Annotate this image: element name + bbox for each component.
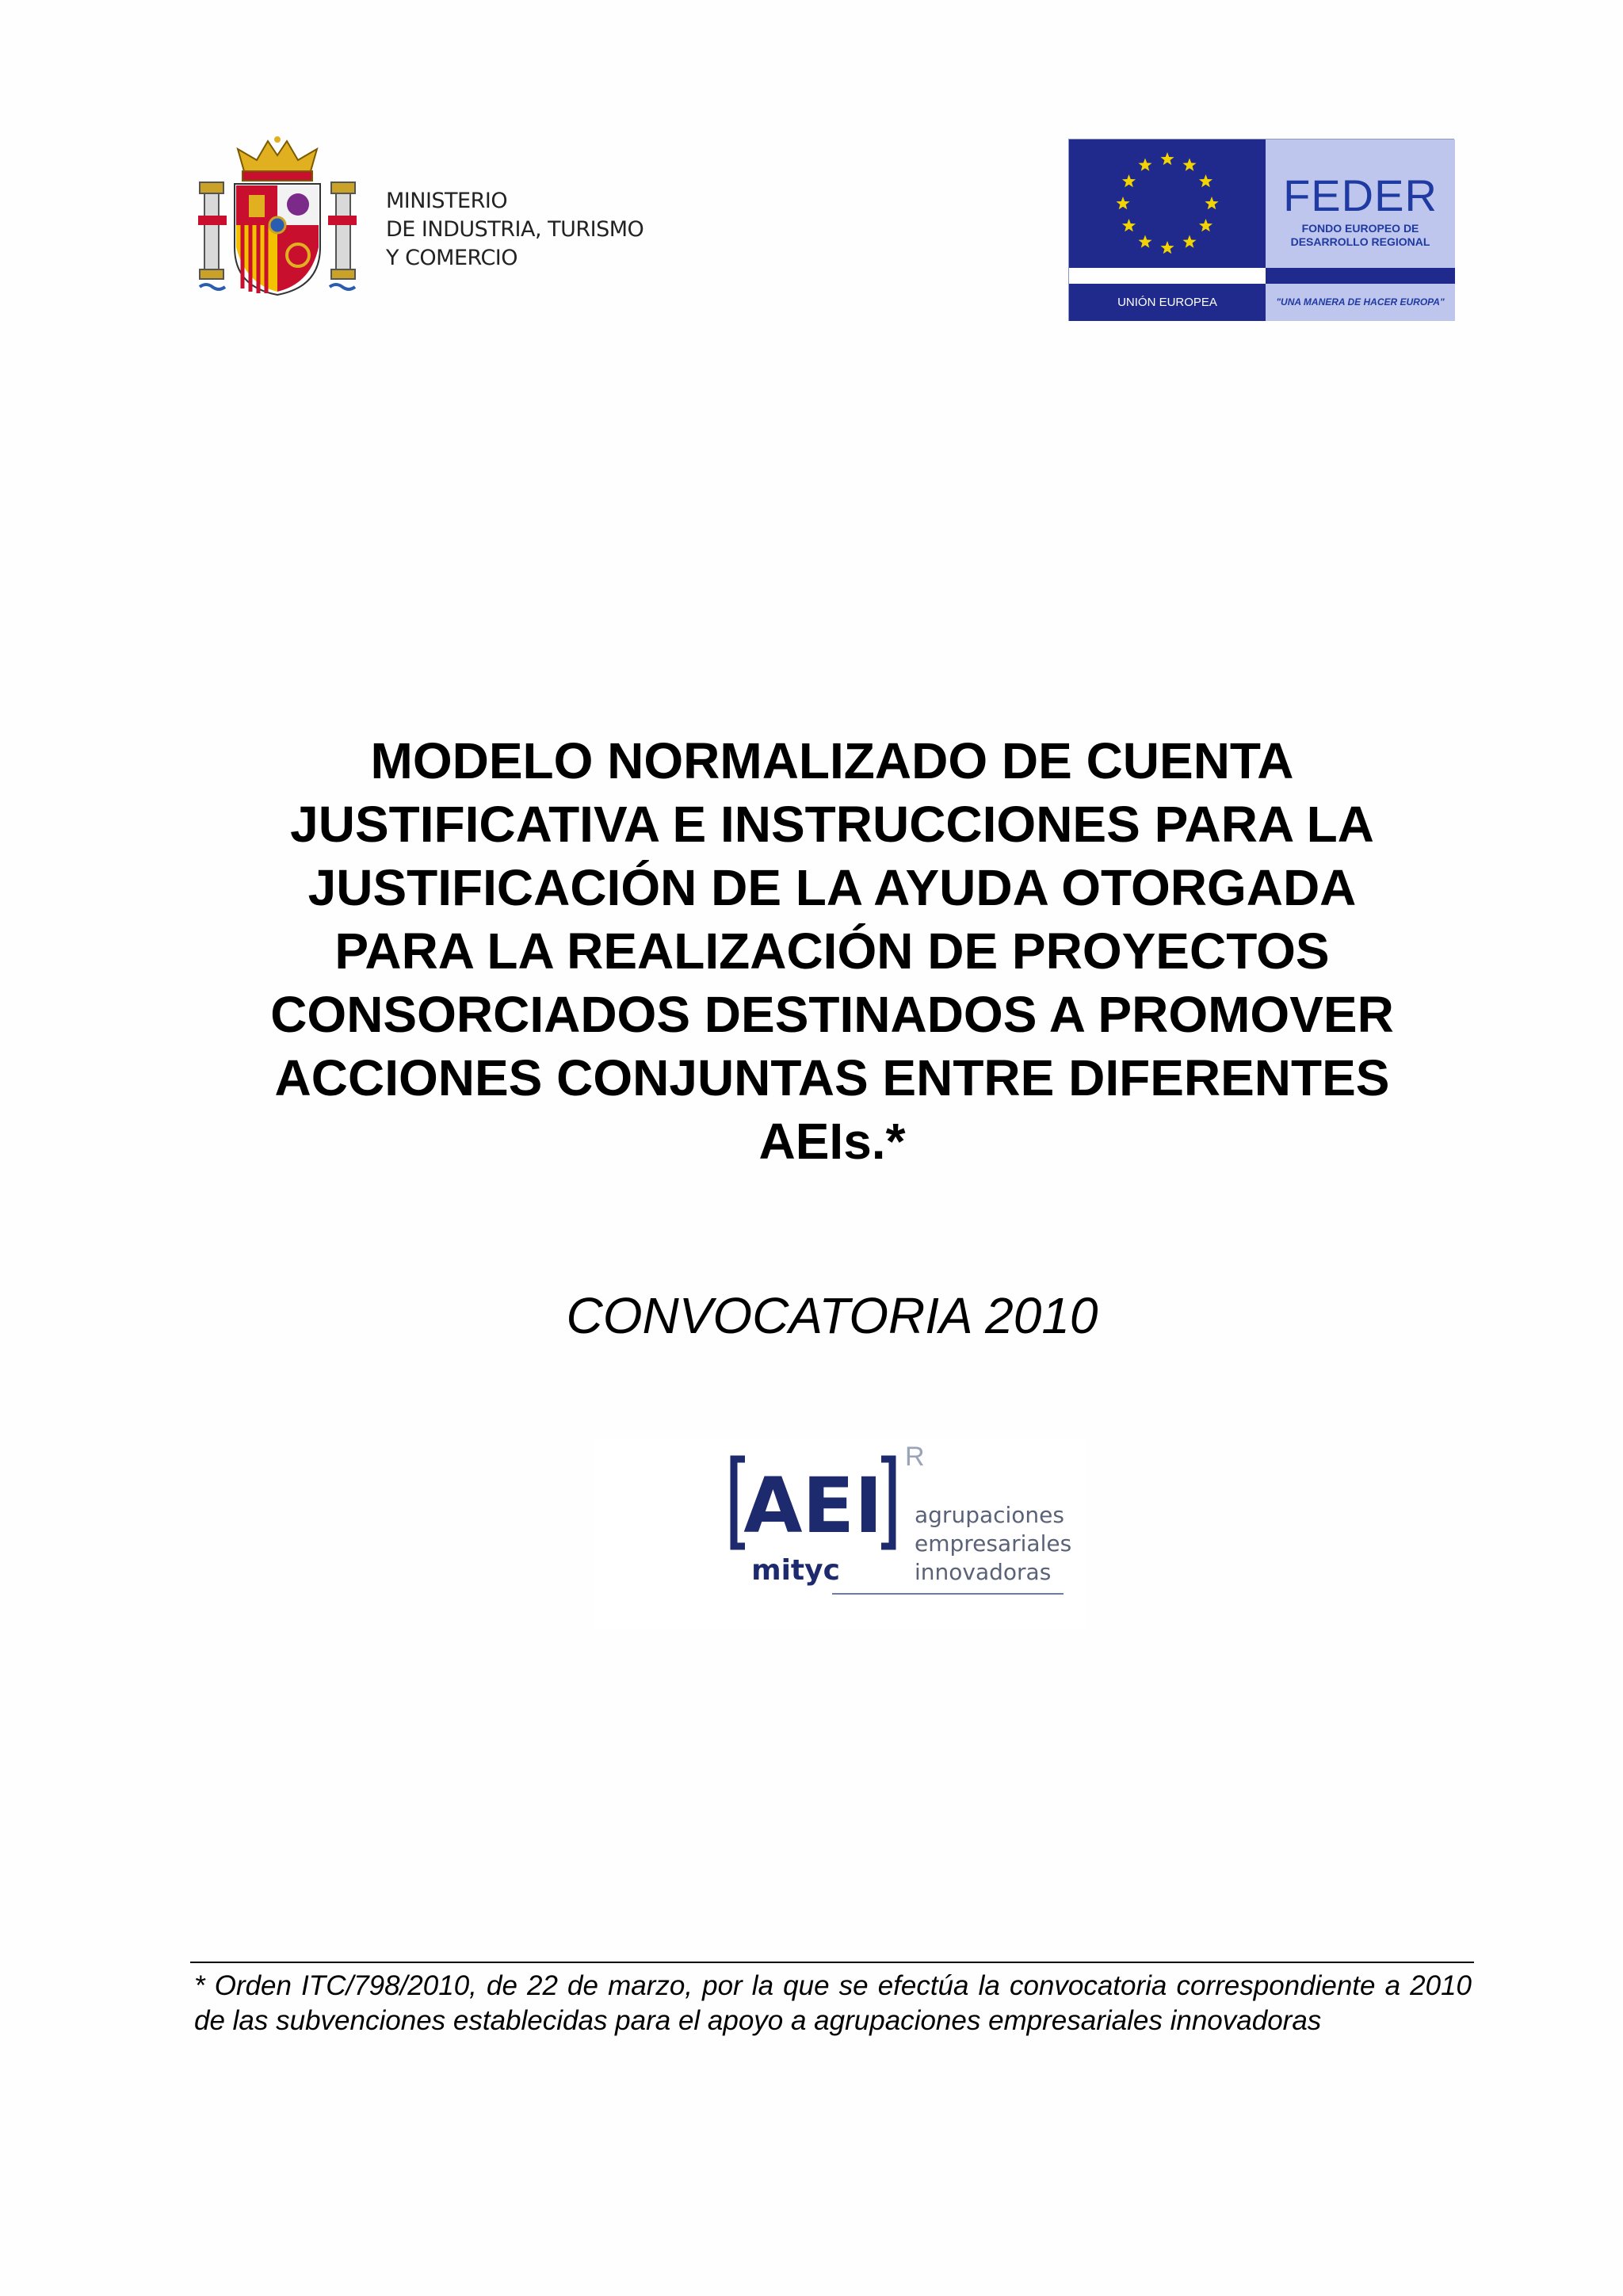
call-year: CONVOCATORIA 2010 xyxy=(566,1287,1098,1344)
title-line-3: JUSTIFICACIÓN DE LA AYUDA OTORGADA xyxy=(307,859,1357,916)
eu-star-icon xyxy=(1160,241,1174,254)
aei-brand: mityc xyxy=(751,1554,840,1587)
title-line-5: CONSORCIADOS DESTINADOS A PROMOVER xyxy=(270,986,1394,1043)
eu-star-icon xyxy=(1122,174,1136,187)
feder-strip-right xyxy=(1266,268,1455,284)
aei-tagline-1: agrupaciones xyxy=(915,1502,1064,1528)
aei-tagline-3: innovadoras xyxy=(915,1559,1052,1585)
eu-star-icon xyxy=(1199,219,1212,231)
spain-coat-of-arms-icon xyxy=(198,136,357,303)
title-line-1: MODELO NORMALIZADO DE CUENTA xyxy=(370,732,1294,789)
eu-star-icon xyxy=(1138,235,1151,248)
document-title xyxy=(206,729,1458,1173)
eu-stars-icon xyxy=(1069,139,1266,268)
aei-right-bracket xyxy=(881,1459,892,1546)
footnote-separator xyxy=(190,1962,1474,1963)
eu-star-icon xyxy=(1182,235,1196,248)
aei-registered-mark: R xyxy=(905,1442,925,1472)
eu-star-icon xyxy=(1182,159,1196,171)
feder-subtitle-line-1: FONDO EUROPEO DE xyxy=(1301,222,1419,235)
title-line-6: ACCIONES CONJUNTAS ENTRE DIFERENTES xyxy=(274,1049,1390,1106)
aei-mark: AEI xyxy=(743,1461,883,1550)
footnote: * Orden ITC/798/2010, de 22 de marzo, por la que se efectúa la convocatoria correspondiente a 2010 de las subvenciones establecidas para el apoyo a agrupaciones empresariales innovadoras xyxy=(194,1970,1472,2036)
feder-motto: "UNA MANERA DE HACER EUROPA" xyxy=(1266,284,1455,321)
title-line-7: AEIs.* xyxy=(758,1113,906,1170)
eu-star-icon xyxy=(1160,152,1174,165)
ministry-name xyxy=(386,187,643,273)
feder-subtitle xyxy=(1266,222,1455,249)
title-line-4: PARA LA REALIZACIÓN DE PROYECTOS xyxy=(334,923,1330,980)
ministry-line-3: Y COMERCIO xyxy=(386,246,518,270)
feder-subtitle-line-2: DESARROLLO REGIONAL xyxy=(1290,235,1430,248)
ministry-line-2: DE INDUSTRIA, TURISMO xyxy=(386,217,644,242)
eu-star-icon xyxy=(1116,197,1129,209)
union-europea-label: UNIÓN EUROPEA xyxy=(1069,284,1266,321)
feder-logo xyxy=(1068,139,1454,321)
aei-logo xyxy=(594,1438,1086,1629)
feder-title: FEDER xyxy=(1283,170,1438,220)
title-line-2: JUSTIFICATIVA E INSTRUCCIONES PARA LA xyxy=(290,796,1374,853)
eu-star-icon xyxy=(1205,197,1218,209)
aei-tagline-2: empresariales xyxy=(915,1530,1072,1557)
eu-star-icon xyxy=(1122,219,1136,231)
eu-star-icon xyxy=(1138,159,1151,171)
ministry-line-1: MINISTERIO xyxy=(386,189,508,213)
eu-star-icon xyxy=(1199,174,1212,187)
feder-strip-left xyxy=(1069,268,1266,284)
eu-flag xyxy=(1069,139,1266,268)
